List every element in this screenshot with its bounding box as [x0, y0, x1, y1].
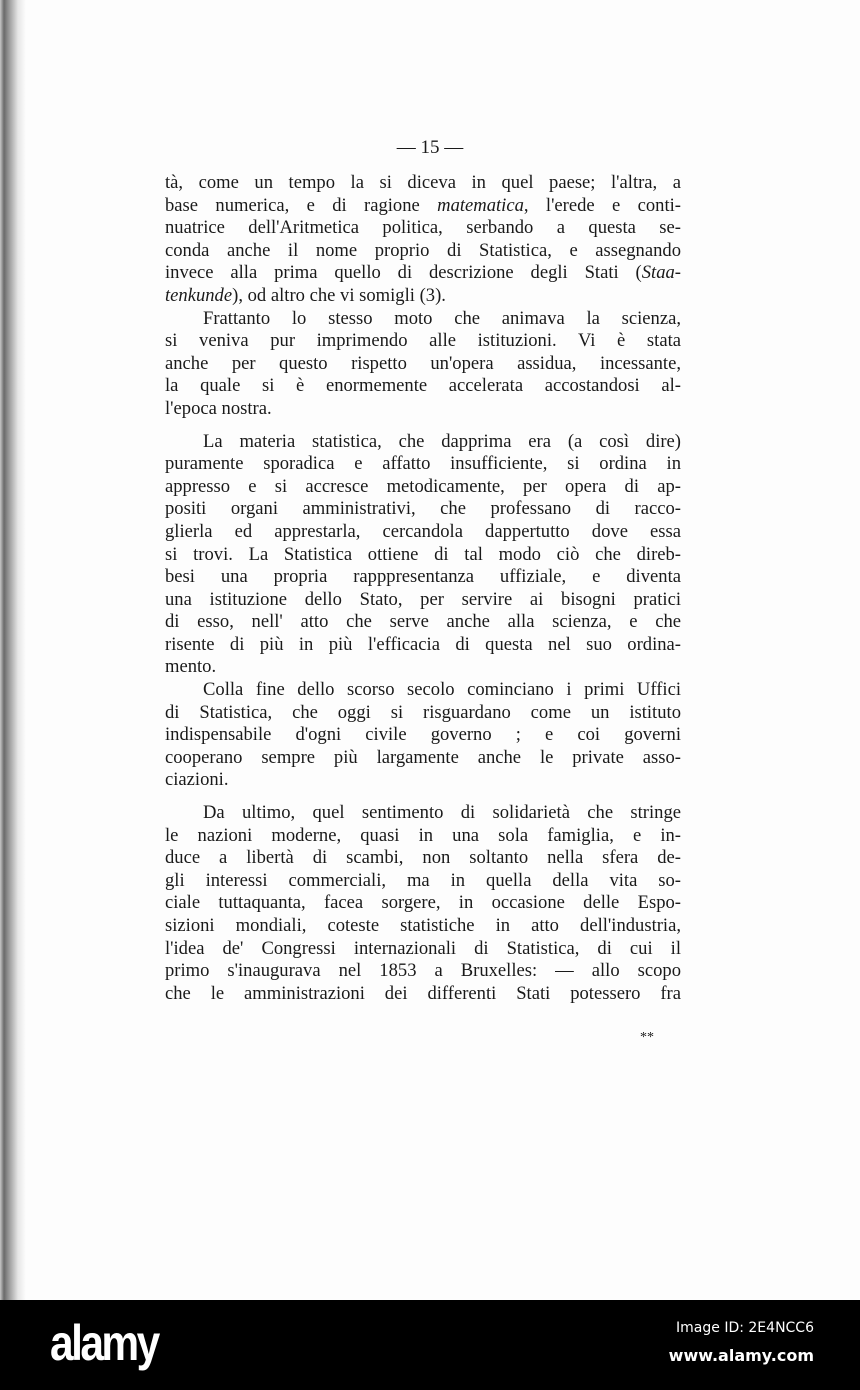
- text-line: l'idea de' Congressi internazionali di Statistica, di cui il: [165, 937, 681, 959]
- text-line: ciazioni.: [165, 769, 229, 791]
- scan-shadow: [0, 0, 26, 1300]
- text-line: di esso, nell' atto che serve anche alla scienza, e che: [165, 611, 681, 633]
- text-line: besi una propria rapppresentanza uffiziale, e diventa: [165, 566, 681, 588]
- paragraph: [165, 431, 681, 680]
- body-text: [165, 172, 681, 1005]
- text-line: sizioni mondiali, coteste statistiche in atto dell'industria,: [165, 915, 681, 936]
- text-line: positi organi amministrativi, che professano di racco-: [165, 498, 681, 520]
- text-line: le nazioni moderne, quasi in una sola famiglia, e in-: [165, 824, 681, 846]
- page-number: — 15 —: [396, 137, 464, 158]
- text-line: tenkunde), od altro che vi somigli (3).: [165, 284, 446, 306]
- text-line: Da ultimo, quel sentimento di solidarietà che stringe: [203, 802, 681, 824]
- image-id: Image ID: 2E4NCC6: [676, 1320, 814, 1336]
- text-line: l'epoca nostra.: [165, 397, 272, 419]
- text-line: la quale si è enormemente accelerata accostandosi al-: [165, 375, 681, 397]
- paragraph: [165, 172, 681, 308]
- text-line: di Statistica, che oggi si risguardano come un istituto: [165, 701, 681, 723]
- text-line: La materia statistica, che dapprima era (a così dire): [203, 430, 681, 452]
- text-line: gli interessi commerciali, ma in quella della vita so-: [165, 869, 681, 891]
- text-line: duce a libertà di scambi, non soltanto nella sfera de-: [165, 847, 681, 869]
- paragraph: [165, 802, 681, 1005]
- paragraph: [165, 679, 681, 792]
- text-line: ciale tuttaquanta, facea sorgere, in occasione delle Espo-: [165, 892, 681, 914]
- text-line: tà, come un tempo la si diceva in quel paese; l'altra, a: [165, 172, 681, 193]
- text-line: indispensabile d'ogni civile governo ; e coi governi: [165, 724, 681, 746]
- text-line: cooperano sempre più largamente anche le private asso-: [165, 746, 681, 768]
- text-line: primo s'inaugurava nel 1853 a Bruxelles: — allo scopo: [165, 960, 681, 982]
- text-line: glierla ed apprestarla, cercandola dappertutto dove essa: [165, 520, 681, 542]
- text-line: base numerica, e di ragione matematica, l'erede e conti-: [165, 194, 682, 216]
- text-line: si veniva pur imprimendo alle istituzioni. Vi è stata: [165, 330, 681, 352]
- text-line: mento.: [165, 656, 217, 678]
- text-line: conda anche il nome proprio di Statistica, e assegnando: [165, 239, 681, 261]
- text-line: che le amministrazioni dei differenti Stati potessero fra: [165, 982, 681, 1004]
- text-line: Colla fine dello scorso secolo cominciano i primi Uffici: [203, 679, 681, 701]
- paragraph-gap: [165, 421, 681, 431]
- alamy-logo: alamy: [50, 1315, 158, 1371]
- paragraph: [165, 308, 681, 421]
- text-line: invece alla prima quello di descrizione degli Stati (Staa-: [165, 262, 681, 284]
- signature-mark: **: [640, 1030, 654, 1045]
- text-line: appresso e si accresce metodicamente, per opera di ap-: [165, 475, 681, 497]
- text-line: risente di più in più l'efficacia di questa nel suo ordina-: [165, 633, 681, 655]
- text-line: una istituzione dello Stato, per servire ai bisogni pratici: [165, 588, 681, 610]
- site-url: www.alamy.com: [668, 1346, 814, 1365]
- text-line: puramente sporadica e affatto insufficiente, si ordina in: [165, 453, 681, 475]
- text-line: nuatrice dell'Aritmetica politica, serbando a questa se-: [165, 217, 681, 239]
- text-line: anche per questo rispetto un'opera assidua, incessante,: [165, 352, 681, 374]
- text-line: si trovi. La Statistica ottiene di tal modo ciò che direb-: [165, 543, 681, 565]
- watermark-bar: [0, 1300, 860, 1390]
- text-line: Frattanto lo stesso moto che animava la scienza,: [203, 307, 681, 329]
- paragraph-gap: [165, 792, 681, 802]
